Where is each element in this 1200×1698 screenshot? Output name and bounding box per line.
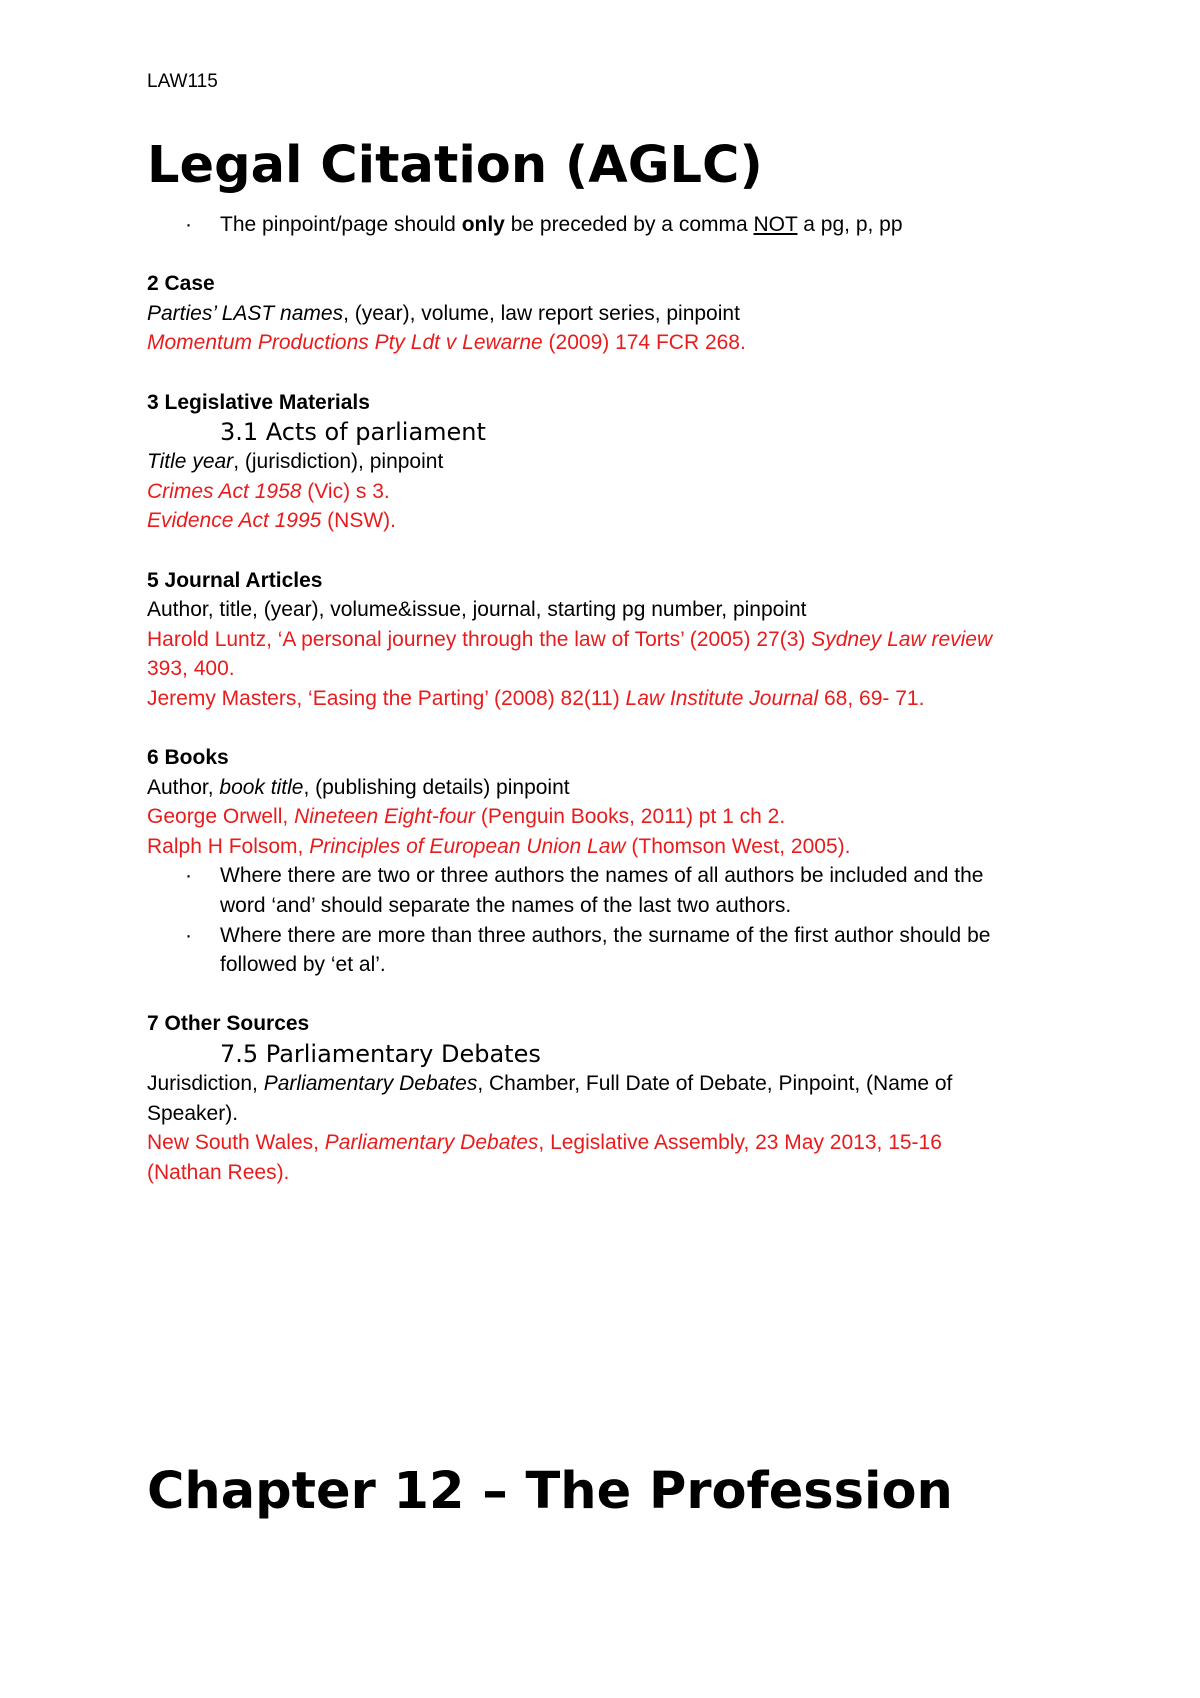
other-format-cont: Speaker).	[147, 1101, 239, 1125]
bullet-dot: ·	[185, 864, 192, 888]
journal-example-2: Jeremy Masters, ‘Easing the Parting’ (2008) 82(11) Law Institute Journal 68, 69- 71.	[147, 686, 925, 710]
case-format: Parties’ LAST names, (year), volume, law report series, pinpoint	[147, 301, 740, 325]
course-code: LAW115	[147, 71, 218, 92]
other-example-cont: (Nathan Rees).	[147, 1160, 290, 1184]
section-heading-other: 7 Other Sources	[147, 1012, 310, 1036]
intro-bullet: · The pinpoint/page should only be preceded by a comma NOT a pg, p, pp	[147, 210, 1067, 240]
legislative-example-2: Evidence Act 1995 (NSW).	[147, 509, 396, 533]
legislative-example-1: Crimes Act 1958 (Vic) s 3.	[147, 479, 390, 503]
books-bullet-2: · Where there are more than three authors, the surname of the first author should be	[147, 921, 1067, 951]
document-page	[147, 70, 1067, 1187]
section-heading-books: 6 Books	[147, 746, 229, 770]
chapter-title: Chapter 12 – The Profession	[147, 1462, 953, 1521]
legislative-format: Title year, (jurisdiction), pinpoint	[147, 450, 444, 474]
section-heading-case: 2 Case	[147, 272, 215, 296]
section-heading-journal: 5 Journal Articles	[147, 568, 323, 592]
journal-format: Author, title, (year), volume&issue, journal, starting pg number, pinpoint	[147, 598, 807, 622]
books-bullet-2-cont: followed by ‘et al’.	[220, 953, 386, 977]
section-heading-legislative: 3 Legislative Materials	[147, 390, 370, 414]
other-example: New South Wales, Parliamentary Debates, Legislative Assembly, 23 May 2013, 15-16	[147, 1131, 942, 1155]
journal-example-1-cont: 393, 400.	[147, 657, 235, 681]
subheading-debates: 7.5 Parliamentary Debates	[220, 1040, 541, 1069]
journal-example-1: Harold Luntz, ‘A personal journey through the law of Torts’ (2005) 27(3) Sydney Law review	[147, 627, 993, 651]
bullet-dot: ·	[185, 213, 192, 236]
bullet-dot: ·	[185, 923, 192, 947]
page-title: Legal Citation (AGLC)	[147, 136, 763, 195]
books-example-2: Ralph H Folsom, Principles of European Union Law (Thomson West, 2005).	[147, 834, 851, 858]
other-format: Jurisdiction, Parliamentary Debates, Chamber, Full Date of Debate, Pinpoint, (Name of	[147, 1072, 953, 1096]
subheading-acts: 3.1 Acts of parliament	[220, 418, 486, 447]
case-example: Momentum Productions Pty Ldt v Lewarne (2009) 174 FCR 268.	[147, 331, 746, 355]
books-example-1: George Orwell, Nineteen Eight-four (Penguin Books, 2011) pt 1 ch 2.	[147, 805, 786, 829]
books-bullet-1-cont: word ‘and’ should separate the names of the last two authors.	[220, 894, 792, 918]
books-format: Author, book title, (publishing details) pinpoint	[147, 775, 570, 799]
books-bullet-1: · Where there are two or three authors the names of all authors be included and the	[147, 861, 1067, 891]
